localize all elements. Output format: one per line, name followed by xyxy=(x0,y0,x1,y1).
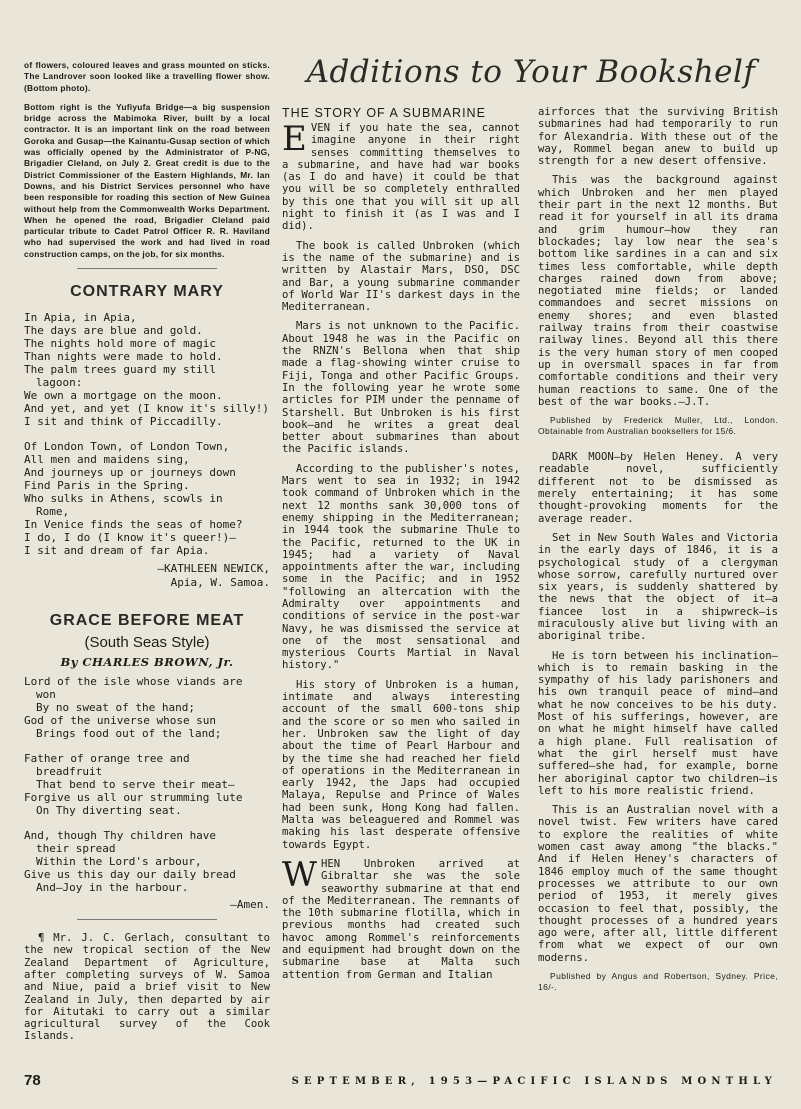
poem-line: The palm trees guard my still xyxy=(24,363,217,377)
review-title: THE STORY OF A SUBMARINE xyxy=(282,106,486,120)
review-paragraph: According to the publisher's notes, Mars went to sea in 1932; in 1942 took command of Unbroken which in the next 12 months sank 30,000 tons of enemy shipping in the Mediterranean; in 1944 took the submarine Thule to the Pacific, returned to the UK in 1945; had a variety of Naval appointments after the war, including some in the Pacific; and in 1952 "following an altercation with the Admiralty over appointments and conditions of service in the post-war Navy, he was dismissed the service at one of the most sensational and mysterious Courts Martial in Naval history." xyxy=(282,462,520,672)
poem-line: We own a mortgage on the moon. xyxy=(24,389,223,403)
poem-line: On Thy diverting seat. xyxy=(36,804,182,818)
column-middle xyxy=(282,106,520,988)
poem-line: breadfruit xyxy=(36,765,103,779)
poem-line: Brings food out of the land; xyxy=(36,727,222,741)
poem-line: I do, I do (I know it's queer!)— xyxy=(24,531,236,545)
news-item-gerlach xyxy=(24,932,270,1043)
photo-caption: Bottom right is the Yufiyufa Bridge—a big suspension bridge across the Mabimoka River, built by a local contractor. It is an important link on the road between Goroka and Gusap—the Kainantu-Gusap section of which was officially opened by the Administrator of P-NG, Brigadier Cleland, on July 2. Great credit is due to the District Commissioner of the Eastern Highlands, Mr. Ian Downs, and his District Services personnel who have been responsible for roading this section of New Guinea without help from the Commonwealth Works Department. When he opened the road, Brigadier Cleland paid particular tribute to Cadet Patrol Officer R. R. Haviland who had supervised the work and had lived in road construction camps, on the job, for six months. xyxy=(24,101,270,259)
poem-line: Who sulks in Athens, scowls in xyxy=(24,492,223,506)
drop-cap: W xyxy=(282,854,317,895)
review-paragraph: This is an Australian novel with a novel twist. Few writers have cared to explore the realities of white women cast away among "the blacks." And if Helen Heney's characters of 1846 employ much of the same thought processes we attribute to our own period of 1953, it merely gives occasion to feel that, possibly, the thought processes of a hundred years ago were, after all, little different from what we expect of our own moderns. xyxy=(538,804,778,964)
poem-contrary-mary xyxy=(24,311,270,557)
poem-subtitle: (South Seas Style) xyxy=(84,634,210,652)
poem-line: That bend to serve their meat— xyxy=(36,778,235,792)
poem-title: GRACE BEFORE MEAT xyxy=(49,612,245,630)
review-dark-moon xyxy=(538,451,778,964)
poem-line: I sit and think of Piccadilly. xyxy=(24,415,223,429)
poem-line: Father of orange tree and xyxy=(24,752,190,766)
review-paragraph: He is torn between his inclination—which is to remain basking in the sympathy of his lady parishoners and his own tranquil peace of mind—and what he now conceives to be his duty. Most of his sufferings, however, are on what he might himself have called a high plane. Full realisation of what the girl herself must have suffered—she had, for example, borne her aboriginal captor two children—is left to his more realistic friend. xyxy=(538,649,778,797)
poem-author: —KATHLEEN NEWICK, xyxy=(157,562,270,576)
review-paragraph: Set in New South Wales and Victoria in the early days of 1846, it is a psychological study of a clergyman whose sorrow, carefully nurtured over six years, is suddenly shattered by the news that the object of it—a fiancee lost in a shipwreck—is miraculously alive but living with an aboriginal tribe. xyxy=(538,531,778,643)
poem-line: And yet, and yet (I know it's silly!) xyxy=(24,402,270,416)
news-paragraph: ¶ Mr. J. C. Gerlach, consultant to the new tropical section of the New Zealand Department of Agriculture, after completing surveys of W. Samoa and Niue, paid a brief visit to New Zealand in July, then departed by air for Aitutaki to carry out a similar agricultural survey of the Cook Islands. xyxy=(24,932,270,1043)
review-paragraph: Mars is not unknown to the Pacific. About 1948 he was in the Pacific on the RNZN's Bellona when that ship made a flag-showing winter cruise to Fiji, Tonga and other Pacific Groups. In the following year he wrote some articles for PIM under the penname of Starshell. But Unbroken is his first book—and he writes a great deal better about submarines than about the Pacific islands. xyxy=(282,320,520,456)
drop-cap: E xyxy=(282,119,307,159)
poem-line: won xyxy=(36,688,56,702)
poem-line: I sit and dream of far Apia. xyxy=(24,544,210,558)
poem-line: And, though Thy children have xyxy=(24,829,217,843)
column-right xyxy=(538,106,778,1003)
poem-byline: By CHARLES BROWN, Jr. xyxy=(60,655,234,670)
poem-line: Than nights were made to hold. xyxy=(24,350,223,364)
review-submarine-continued xyxy=(538,106,778,408)
poem-line: Find Paris in the Spring. xyxy=(24,479,190,493)
publisher-note: Published by Angus and Robertson, Sydney. Price, 16/-. xyxy=(538,971,778,992)
page-footer xyxy=(24,1074,777,1094)
poem-line: The days are blue and gold. xyxy=(24,324,203,338)
review-paragraph: WHEN Unbroken arrived at Gibraltar she was the sole seaworthy submarine at that end of the Mediterranean. The remnants of the 10th submarine flotilla, which in previous months had created such havoc among Rommel's reinforcements and equipment had brought down on the submarine base at Malta such attention from German and Italian xyxy=(282,854,520,981)
poem-line: Within the Lord's arbour, xyxy=(36,855,202,869)
poem-line: Lord of the isle whose viands are xyxy=(24,675,243,689)
poem-line: The nights hold more of magic xyxy=(24,337,217,351)
divider xyxy=(77,919,217,920)
review-submarine xyxy=(282,119,520,981)
divider xyxy=(77,268,217,269)
review-paragraph: His story of Unbroken is a human, intimate and always interesting account of the small 600-tons ship and the score or so men who sailed in her. Unbroken saw the light of day about the time of Pearl Harbour and by the time she had reached her field of operations in the Mediterranean in early 1942, the Japs had occupied Malaya, Repulse and Prince of Wales had been sunk, Hong Kong had fallen. Malta was beleaguered and Rommel was making his last desperate offensive towards Egypt. xyxy=(282,678,520,851)
poem-line: And—Joy in the harbour. xyxy=(36,881,189,895)
poem-line: All men and maidens sing, xyxy=(24,453,190,467)
review-paragraph: airforces that the surviving British submarines had had temporarily to run for Alexandria. With these out of the way, Rommel began anew to build up strength for a new desert offensive. xyxy=(538,106,778,168)
page-number: 78 xyxy=(24,1072,41,1089)
review-paragraph: This was the background against which Unbroken and her men played their part in the next 12 months. But read it for yourself in all its drama and grim humour—how they ran blockades; lay low near the sea's bottom like sardines in a can and six times less comfortable, while depth charges rained down from above; negotiated mine fields; or landed commandoes and secret missions on enemy shores; and even blasted railway trains from their coastwise railway lines. Beyond all this there is the very human story of men cooped up in oversmall spaces in far from comfortable conditions and their very human reactions to same. One of the best of the war books.—J.T. xyxy=(538,174,778,408)
poem-line: Forgive us all our strumming lute xyxy=(24,791,243,805)
poem-line: And journeys up or journeys down xyxy=(24,466,236,480)
section-masthead: Additions to Your Bookshelf xyxy=(306,54,756,90)
poem-author-place: Apia, W. Samoa. xyxy=(170,576,270,590)
poem-line: their spread xyxy=(36,842,116,856)
publisher-note: Published by Frederick Muller, Ltd., London. Obtainable from Australian booksellers for 15/6. xyxy=(538,415,778,437)
poem-line: In Apia, in Apia, xyxy=(24,311,137,325)
column-left xyxy=(24,60,270,1050)
issue-line: SEPTEMBER, 1953—PACIFIC ISLANDS MONTHLY xyxy=(291,1076,777,1087)
poem-line: By no sweat of the hand; xyxy=(36,701,195,715)
poem-ending: —Amen. xyxy=(230,898,270,912)
poem-line: In Venice finds the seas of home? xyxy=(24,518,243,532)
review-paragraph: The book is called Unbroken (which is the name of the submarine) and is written by Alastair Mars, DSO, DSC and Bar, a young submarine commander of World War II's darkest days in the Mediterranean. xyxy=(282,239,520,314)
photo-caption: of flowers, coloured leaves and grass mounted on sticks. The Landrover soon looked like a travelling flower show. (Bottom photo). xyxy=(24,60,270,93)
poem-title: CONTRARY MARY xyxy=(70,283,224,301)
poem-line: Of London Town, of London Town, xyxy=(24,440,230,454)
poem-line: lagoon: xyxy=(36,376,83,390)
poem-line: Give us this day our daily bread xyxy=(24,868,236,882)
poem-line: God of the universe whose sun xyxy=(24,714,217,728)
poem-grace-before-meat xyxy=(24,675,270,894)
review-paragraph: EVEN if you hate the sea, cannot imagine anyone in their right senses committing themselves to a submarine, and have had war books (as I do and have) it could be that you will be so completely enthralled by this one that you will sit up all night to finish it (as I was and I did). xyxy=(282,119,520,233)
review-paragraph: DARK MOON—by Helen Heney. A very readable novel, sufficiently different not to be dismissed as merely entertaining; it has some thought-provoking moments for the average reader. xyxy=(538,451,778,525)
poem-line: Rome, xyxy=(36,505,70,519)
